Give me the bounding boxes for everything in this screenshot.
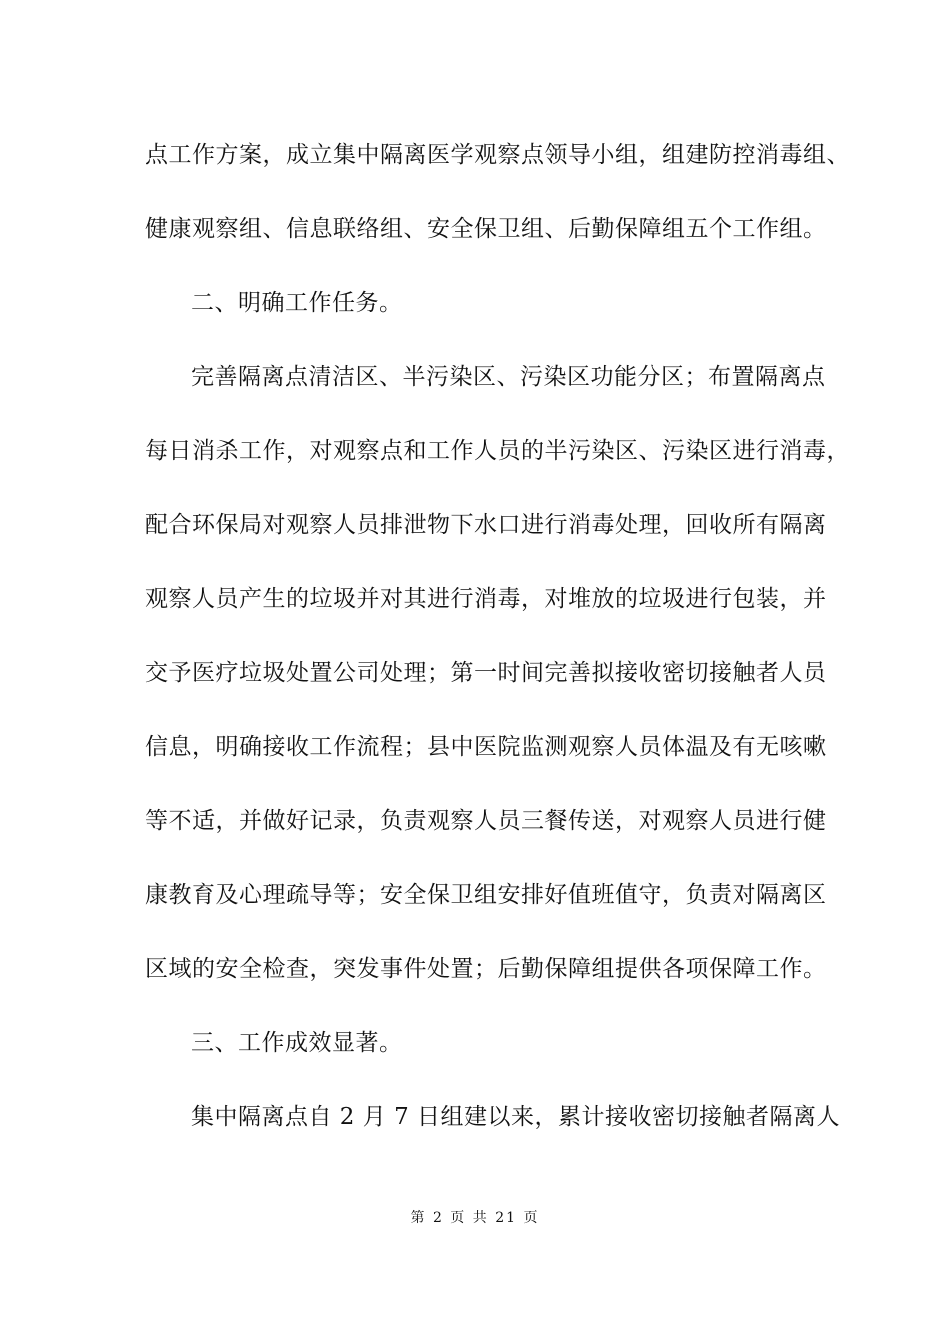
page-number-text: 第 2 页 共 21 页	[410, 1210, 540, 1226]
body-text-line-10: 等不适，并做好记录，负责观察人员三餐传送，对观察人员进行健	[145, 808, 827, 834]
paragraph-first-line: 集中隔离点自 2 月 7 日组建以来，累计接收密切接触者隔离人	[191, 1104, 841, 1130]
body-text-line-7: 观察人员产生的垃圾并对其进行消毒，对堆放的垃圾进行包装，并	[145, 586, 827, 612]
body-text-line-11: 康教育及心理疏导等；安全保卫组安排好值班值守，负责对隔离区	[145, 882, 827, 908]
body-text-line-8: 交予医疗垃圾处置公司处理；第一时间完善拟接收密切接触者人员	[145, 660, 827, 686]
body-text-line-2: 健康观察组、信息联络组、安全保卫组、后勤保障组五个工作组。	[145, 216, 827, 242]
paragraph-first-line: 完善隔离点清洁区、半污染区、污染区功能分区；布置隔离点	[191, 364, 826, 390]
section-heading-2: 二、明确工作任务。	[191, 290, 403, 316]
body-text-line-6: 配合环保局对观察人员排泄物下水口进行消毒处理，回收所有隔离	[145, 512, 827, 538]
section-heading-3: 三、工作成效显著。	[191, 1030, 403, 1056]
page-number-footer	[0, 1208, 950, 1228]
body-text-line-5: 每日消杀工作，对观察点和工作人员的半污染区、污染区进行消毒，	[145, 438, 850, 464]
body-text-line-12: 区域的安全检查，突发事件处置；后勤保障组提供各项保障工作。	[145, 956, 827, 982]
body-text-line-1: 点工作方案，成立集中隔离医学观察点领导小组，组建防控消毒组、	[145, 142, 850, 168]
body-text-line-9: 信息，明确接收工作流程；县中医院监测观察人员体温及有无咳嗽	[145, 734, 827, 760]
